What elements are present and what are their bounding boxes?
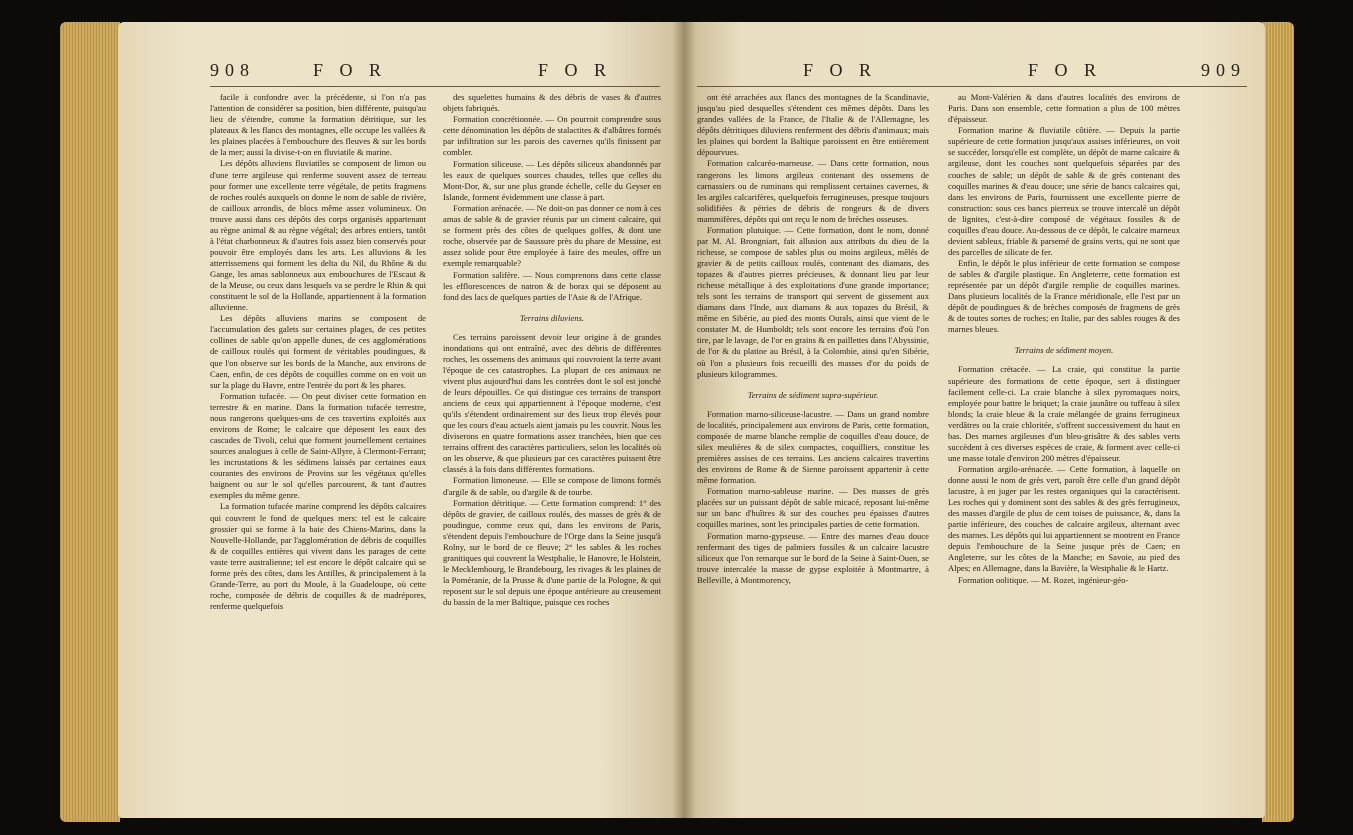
page-number-right: 909 (1201, 60, 1246, 80)
header-rule-left (210, 86, 660, 87)
paragraph: Formation plutuique. — Cette formation, dont le nom, donné par M. Al. Brongniart, fait allusion aux attributs du dieu de la richesse, se compose de sables plus ou moins argileux, mêlés de gravier & de petits cailloux roulés, contenant des diamans, des topazes & d'autres pierres précieuses, & donnant lieu par leur richesse métallique à des exploitations d'une grande importance; tels sont les terrains de transport qui servent de gissement aux diamans dans l'Inde, aux diamans & aux topazes du Brésil, & même en Sibérie, au pied des monts Ourals, ainsi que vient de le constater M. de Humboldt; tels sont encore les terrains d'où l'on tire, par le lavage, de l'or en grains & en paillettes dans l'Abyssinie, de l'or & du platine au Brésil, à la Colombie, ainsi qu'en Sibérie, où l'on a plusieurs fois recueilli des masses d'or du poids de plusieurs kilogrammes. (697, 224, 929, 379)
paragraph: Terrains diluviens. (519, 312, 585, 323)
paragraph: Formation marno-sableuse marine. — Des masses de grès placées sur un puissant dépôt de sable micacé, reposant lui-même sur un banc d'huîtres & sur des couches peu épaisses d'autres coquilles marines, sont les principales parties de cette formation. (697, 486, 929, 530)
book-gutter (672, 22, 696, 818)
left-page (118, 22, 683, 818)
right-column-1 (697, 92, 929, 818)
paragraph: Les dépôts alluviens fluviatiles se composent de limon ou d'une terre argileuse qui renferme souvent assez de terreau pour former une excellente terre végétale, de petits fragmens de roches roulés auxquels on donne le nom de sable de rivière, de cailloux arrondis, de blocs même assez volumineux. On trouve aussi dans ces dépôts des corps organisés appartenant au règne animal & au règne végétal; des arbres entiers, tantôt à l'état charbonneux & d'autres fois assez bien conservés pour pouvoir être employés dans les arts. Les alluvions & les atterrissemens qui forment les delta du Nil, du Rhône & du Gange, les amas sablonneux aux embouchures de l'Escaut & de la Meuse, ou ceux dans lesquels va se perdre le Rhin & qui constituent le sol de la Hollande, appartiennent à la formation alluvienne. (210, 158, 426, 313)
paragraph: Formation siliceuse. — Les dépôts siliceux abandonnés par les eaux de quelques sources chaudes, telles que celles du Mont-Dor, &, sur une plus grande échelle, celle du Geyser en Islande, forment évidemment une classe à part. (443, 158, 661, 202)
right-page (683, 22, 1265, 818)
book-edge-left (60, 22, 120, 822)
paragraph: Enfin, le dépôt le plus inférieur de cette formation se compose de sables & d'argile plastique. En Angleterre, cette formation est représentée par un dépôt d'argile remplie de coquilles marines. Dans plusieurs localités de la France méridionale, elle l'est par un dépôt de poudingues & de brèches composés de fragmens de grès & de toutes sortes de roches; en Italie, par des sables rouges & des marnes bleues. (948, 258, 1180, 335)
paragraph: au Mont-Valérien & dans d'autres localités des environs de Paris. Dans son ensemble, cette formation a plus de 100 mètres d'épaisseur. (948, 92, 1180, 125)
running-head-left-1: F O R (313, 60, 388, 80)
paragraph: Formation argilo-arénacée. — Cette formation, à laquelle on donne aussi le nom de grès vert, paroît être celle d'un grand dépôt lacustre, à en juger par les restes organiques qui la caractérisent. Les roches qui y dominent sont des sables & des grès ferrugineux, des masses d'argile de plus de cent toises de puissance, &, dans la partie inférieure, des couches de calcaire argileux, alternant avec des marnes. Les dépôts qui lui appartiennent se montrent en France depuis l'embouchure de la Seine jusque près de Caen; en Angleterre, sur les côtes de la Manche; en Savoie, au pied des Alpes; en Allemagne, dans la Bavière, la Westphalie & le Hartz. (948, 464, 1180, 574)
paragraph: ont été arrachées aux flancs des montagnes de la Scandinavie, jusqu'au pied desquelles s'étendent ces mêmes dépôts. Dans les grandes vallées de la France, de l'Italie & de l'Allemagne, les dépôts détritiques diluviens renferment des débris d'animaux; mais les plaines qui bordent la Baltique paroissent en être entièrement dépourvues. (697, 92, 929, 158)
header-rule-right (697, 86, 1247, 87)
right-column-2 (948, 92, 1180, 818)
paragraph: Formation tufacée. — On peut diviser cette formation en terrestre & en marine. Dans la formation tufacée terrestre, nous rangerons quelques-uns de ces travertins exploités aux environs de Rome; le calcaire que déposent les eaux des cascades de Tivoli, celui que forment journellement certaines sources analogues à celle de Saint-Allyre, à Clermont-Ferrant; les incrustations & les sédimens laissés par certaines eaux courantes des environs de Provins sur les végétaux qu'elles baignent ou sur le sol qu'elles parcourent, & tant d'autres exemples du même genre. (210, 390, 426, 501)
paragraph: Formation crétacée. — La craie, qui constitue la partie supérieure des formations de cette époque, sert à distinguer facilement celle-ci. La craie blanche à silex pyromaques noirs, employée pour battre le briquet; la craie jaunâtre ou tuffeau à silex blonds; la craie bleue & la craie mélangée de grains ferrugineux verdâtres ou la craie chloritée, s'offrent successivement du haut en bas. Des marnes argileuses d'un bleu-grisâtre & des sables verts succèdent à ces diverses espèces de craie, & forment avec celle-ci une masse totale d'environ 200 mètres d'épaisseur. (948, 364, 1180, 463)
running-head-right-2: F O R (1028, 60, 1103, 80)
running-head-right-1: F O R (803, 60, 878, 80)
paragraph: Formation salifère. — Nous comprenons dans cette classe les efflorescences de natron & de borax qui se déposent au fond des lacs de quelques parties de l'Asie & de l'Afrique. (443, 269, 661, 302)
paragraph: Formation calcaréo-marneuse. — Dans cette formation, nous rangerons les limons argileux contenant des ossemens de carnassiers ou de ruminans qui remplissent certaines cavernes, & les argiles calcarifères, quelquefois ferrugineuses, presque toujours solidifiées & pétries de débris de rongeurs & de divers mammifères, dépôts qui ont reçu le nom de brèches osseuses. (697, 158, 929, 224)
left-column-1 (210, 92, 426, 818)
paragraph: La formation tufacée marine comprend les dépôts calcaires qui couvrent le fond de quelques mers: tel est le calcaire grossier qui se forme à la baie des Chiens-Marins, dans la Nouvelle-Hollande, par l'agglomération de débris de coquilles & de coquilles entières qui vivent dans les parages de cette vaste terre australienne; tel est encore le dépôt calcaire qui se forme près des côtes, dans les Antilles, & principalement à la Grande-Terre, au port du Moule, à la Guadeloupe, où cette roche, composée de débris de coquilles & de madrépores, renferme quelquefois (210, 501, 426, 611)
paragraph: Formation arénacée. — Ne doit-on pas donner ce nom à ces amas de sable & de gravier réunis par un ciment calcaire, qui se forment près des côtes de quelques golfes, & dont une roche, observée par de Saussure près du phare de Messine, est assez solide pour être employée à faire des meules, offre un exemple remarquable? (443, 203, 661, 269)
page-number-left: 908 (210, 60, 255, 80)
paragraph: des squelettes humains & des débris de vases & d'autres objets fabriqués. (443, 92, 661, 114)
paragraph: Terrains de sédiment supra-supérieur. (747, 389, 879, 400)
paragraph: Formation détritique. — Cette formation comprend: 1° des dépôts de gravier, de cailloux roulés, des masses de grès & de poudingue, comme ceux qui, dans les environs de Paris, s'étendent depuis l'embouchure de l'Orge dans la Seine jusqu'à Rolny, sur le bord de ce fleuve; 2° les sables & les roches granitiques qui couvrent la Westphalie, le Hanovre, le Holstein, le Mecklembourg, le Brandebourg, les rivages & les plaines de la Poméranie, de la Prusse & d'une partie de la Pologne, & qui reposent sur le sol depuis une époque antérieure au creusement du bassin de la mer Baltique, puisque ces roches (443, 497, 661, 608)
paragraph: Ces terrains paroissent devoir leur origine à de grandes inondations qui ont entraîné, avec des débris de différentes roches, les ossemens des animaux qui couvroient la terre avant l'époque de ces catastrophes. La plupart de ces animaux ne vivent plus aujourd'hui dans les contrées dont le sol est jonché de leurs dépouilles. Ce qui distingue ces terrains de transport anciens de ceux qui appartiennent à l'époque moderne, c'est qu'ils s'étendent ordinairement sur des lieux trop élevés pour que les cours d'eau actuels aient jamais pu les couvrir. Nous les diviserons en quatre formations assez tranchées, bien que ces terrains offrent des caractères particuliers, selon les localités où on les observe, & que plusieurs par ces caractères puissent être classés à la fois dans différentes formations. (443, 331, 661, 475)
paragraph: Formation marno-gypseuse. — Entre des marnes d'eau douce renfermant des tiges de palmiers fossiles & un calcaire lacustre siliceux que l'on remarque sur le bord de la Seine à Saint-Ouen, se trouve intercalée la masse de gypse exploitée à Montmartre, à Belleville, à Montmorency, (697, 530, 929, 585)
left-column-2 (443, 92, 661, 818)
paragraph: Formation marine & fluviatile côtière. — Depuis la partie supérieure de cette formation jusqu'aux assises inférieures, on voit se succéder, lorsqu'elle est complète, un dépôt de marne calcaire & argileuse, dont les couches sont quelquefois séparées par des couches de sable; un dépôt de sable & de grès contenant des coquilles marines & d'eau douce; une série de bancs calcaires qui, dans les environs de Paris, fournissent une excellente pierre de construction: sous ces bancs pierreux se trouve intercalé un dépôt de lignites, c'est-à-dire composé de végétaux fossiles & de coquilles d'eau douce. Au-dessous de ce dépôt, le calcaire marneux devient sableux, friable & parsemé de grains verts, qui ne sont que des parcelles de silicate de fer. (948, 125, 1180, 257)
paragraph: Formation oolitique. — M. Rozet, ingénieur-géo- (958, 574, 1129, 585)
paragraph: Formation concrétionnée. — On pourroit comprendre sous cette dénomination les dépôts de stalactites & d'albâtres formés par infiltration sur les parois des cavernes qu'ils finissent par combler. (443, 114, 661, 158)
paragraph: Terrains de sédiment moyen. (1014, 345, 1114, 356)
running-head-left-2: F O R (538, 60, 613, 80)
paragraph: Formation limoneuse. — Elle se compose de limons formés d'argile & de sable, ou d'argile & de tourbe. (443, 475, 661, 497)
paragraph: Formation marno-siliceuse-lacustre. — Dans un grand nombre de localités, principalement aux environs de Paris, cette formation, composée de marne blanche remplie de coquilles d'eau douce, de silex meulières & de silex compactes, coquilliers, constitue les premières assises de ces terrains. Les anciens calcaires travertins des environs de Rome & de Sienne paroissent appartenir à cette même formation. (697, 408, 929, 485)
paragraph: Les dépôts alluviens marins se composent de l'accumulation des galets sur certaines plages, de ces petites collines de sable qu'on appelle dunes, de ces agglomérations de cailloux roulés qui forment de véritables poudingues, & que l'on observe sur les bords de la Manche, aux environs de Caen, enfin, de ces dépôts de coquilles comme on en voit un sur la plage du Havre, entre l'entrée du port & les phares. (210, 313, 426, 390)
book-edge-right (1262, 22, 1294, 822)
paragraph: facile à confondre avec la précédente, si l'on n'a pas l'attention de considérer sa position, bien différente, puisqu'au lieu de s'étendre, comme la formation détritique, sur les plateaux & les flancs des montagnes, elle occupe les vallées & les plaines placées à l'embouchure des fleuves & sur les bords de la mer; aussi la divise-t-on en fluviatile & marine. (210, 92, 426, 158)
